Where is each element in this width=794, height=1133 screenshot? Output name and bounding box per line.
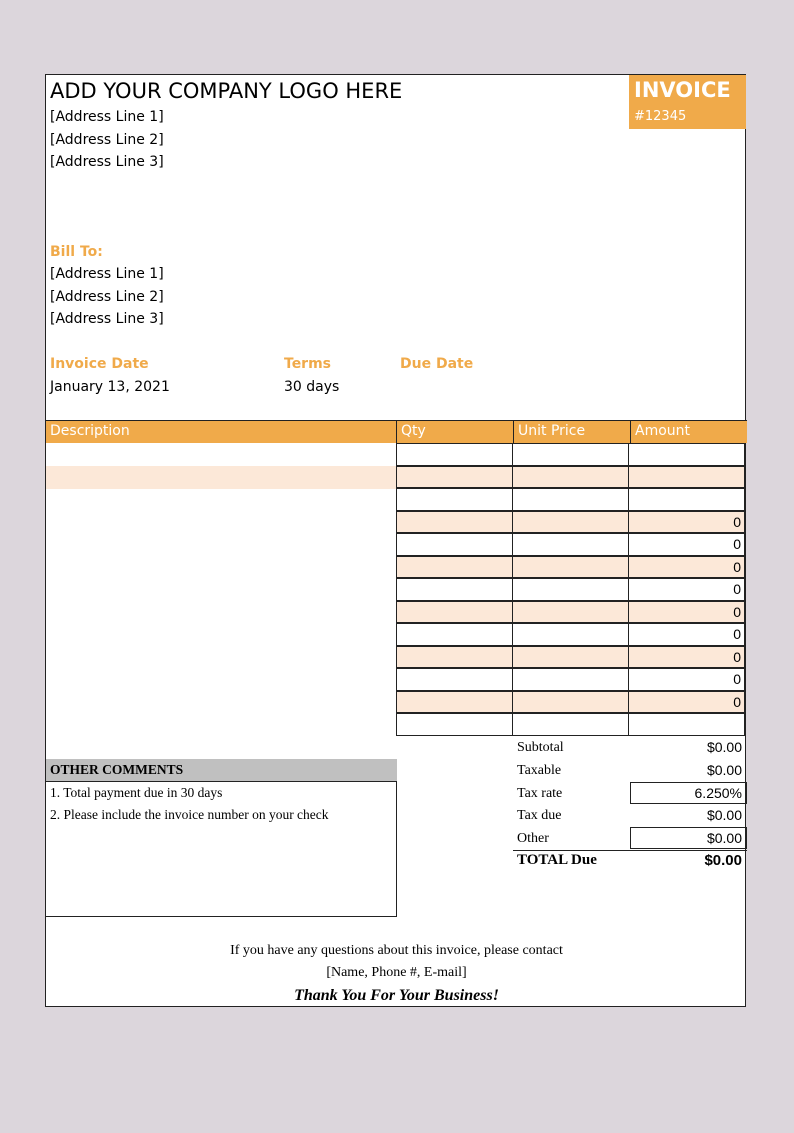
total-due-value: $0.00 <box>704 852 742 869</box>
table-row <box>396 466 747 489</box>
terms-value: 30 days <box>284 379 340 395</box>
other-value: $0.00 <box>706 830 742 846</box>
bill-to-address-line-1: [Address Line 1] <box>50 266 164 282</box>
tax-due-label: Tax due <box>517 808 562 823</box>
description-row-shade <box>46 466 396 489</box>
table-row <box>396 691 747 714</box>
subtotal-value: $0.00 <box>706 739 742 755</box>
amount-cell: 0 <box>628 623 745 646</box>
total-due-label: TOTAL Due <box>517 852 597 868</box>
unit-price-cell[interactable] <box>512 443 629 466</box>
company-address-line-2: [Address Line 2] <box>50 132 164 148</box>
qty-cell[interactable] <box>396 601 513 624</box>
amount-cell <box>628 443 745 466</box>
unit-price-header-label: Unit Price <box>518 423 586 439</box>
unit-price-cell[interactable] <box>512 601 629 624</box>
other-comments-header <box>46 759 397 781</box>
taxable-label: Taxable <box>517 763 562 778</box>
qty-cell[interactable] <box>396 691 513 714</box>
unit-price-cell[interactable] <box>512 713 629 736</box>
qty-cell[interactable] <box>396 466 513 489</box>
qty-cell[interactable] <box>396 511 513 534</box>
amount-cell <box>628 488 745 511</box>
unit-price-cell[interactable] <box>512 623 629 646</box>
company-address-line-1: [Address Line 1] <box>50 109 164 125</box>
total-rule <box>513 850 747 851</box>
line-items <box>396 443 747 736</box>
amount-cell: 0 <box>628 511 745 534</box>
table-row <box>396 668 747 691</box>
subtotal-label: Subtotal <box>517 740 564 755</box>
qty-cell[interactable] <box>396 623 513 646</box>
amount-cell <box>628 713 745 736</box>
amount-cell: 0 <box>628 578 745 601</box>
unit-price-cell[interactable] <box>512 488 629 511</box>
comment-line-1: 1. Total payment due in 30 days <box>50 785 223 800</box>
other-comments-box[interactable] <box>46 781 397 917</box>
unit-price-cell[interactable] <box>512 646 629 669</box>
amount-cell: 0 <box>628 668 745 691</box>
table-row <box>396 443 747 466</box>
table-row <box>396 601 747 624</box>
unit-price-cell[interactable] <box>512 691 629 714</box>
invoice-title-box <box>629 75 746 129</box>
amount-cell <box>628 466 745 489</box>
table-row <box>396 533 747 556</box>
qty-cell[interactable] <box>396 488 513 511</box>
company-logo-placeholder: ADD YOUR COMPANY LOGO HERE <box>50 79 403 103</box>
description-header <box>46 421 396 443</box>
comment-line-2: 2. Please include the invoice number on your check <box>50 807 329 822</box>
due-date-label: Due Date <box>400 356 474 372</box>
amount-cell: 0 <box>628 601 745 624</box>
amount-header-label: Amount <box>635 423 691 439</box>
amount-cell: 0 <box>628 691 745 714</box>
footer-contact-details: [Name, Phone #, E-mail] <box>326 965 467 980</box>
qty-header <box>396 421 513 443</box>
table-row <box>396 511 747 534</box>
invoice-title: INVOICE <box>634 78 731 102</box>
bill-to-address-line-3: [Address Line 3] <box>50 311 164 327</box>
table-row <box>396 488 747 511</box>
unit-price-cell[interactable] <box>512 578 629 601</box>
thank-you-message: Thank You For Your Business! <box>294 987 499 1004</box>
invoice-number: #12345 <box>634 109 687 124</box>
tax-rate-value: 6.250% <box>694 785 742 801</box>
qty-cell[interactable] <box>396 668 513 691</box>
qty-header-label: Qty <box>401 423 426 439</box>
footer-contact-line: If you have any questions about this invoice, please contact <box>230 943 563 958</box>
qty-cell[interactable] <box>396 556 513 579</box>
tax-due-value: $0.00 <box>706 807 742 823</box>
table-row <box>396 646 747 669</box>
amount-cell: 0 <box>628 533 745 556</box>
table-row <box>396 623 747 646</box>
invoice-sheet <box>45 74 746 1007</box>
amount-header <box>630 421 747 443</box>
unit-price-cell[interactable] <box>512 668 629 691</box>
invoice-date-label: Invoice Date <box>50 356 149 372</box>
bill-to-label: Bill To: <box>50 244 103 260</box>
qty-cell[interactable] <box>396 713 513 736</box>
other-label: Other <box>517 831 549 846</box>
unit-price-cell[interactable] <box>512 533 629 556</box>
qty-cell[interactable] <box>396 443 513 466</box>
unit-price-cell[interactable] <box>512 511 629 534</box>
qty-cell[interactable] <box>396 646 513 669</box>
unit-price-header <box>513 421 630 443</box>
taxable-value: $0.00 <box>706 762 742 778</box>
invoice-date-value: January 13, 2021 <box>50 379 170 395</box>
tax-rate-label: Tax rate <box>517 786 563 801</box>
table-row <box>396 556 747 579</box>
other-comments-title: OTHER COMMENTS <box>50 762 184 777</box>
amount-cell: 0 <box>628 556 745 579</box>
bill-to-address-line-2: [Address Line 2] <box>50 289 164 305</box>
table-row <box>396 578 747 601</box>
description-header-label: Description <box>50 423 130 439</box>
company-address-line-3: [Address Line 3] <box>50 154 164 170</box>
qty-cell[interactable] <box>396 533 513 556</box>
unit-price-cell[interactable] <box>512 556 629 579</box>
qty-cell[interactable] <box>396 578 513 601</box>
amount-cell: 0 <box>628 646 745 669</box>
table-row <box>396 713 747 736</box>
unit-price-cell[interactable] <box>512 466 629 489</box>
terms-label: Terms <box>284 356 332 372</box>
